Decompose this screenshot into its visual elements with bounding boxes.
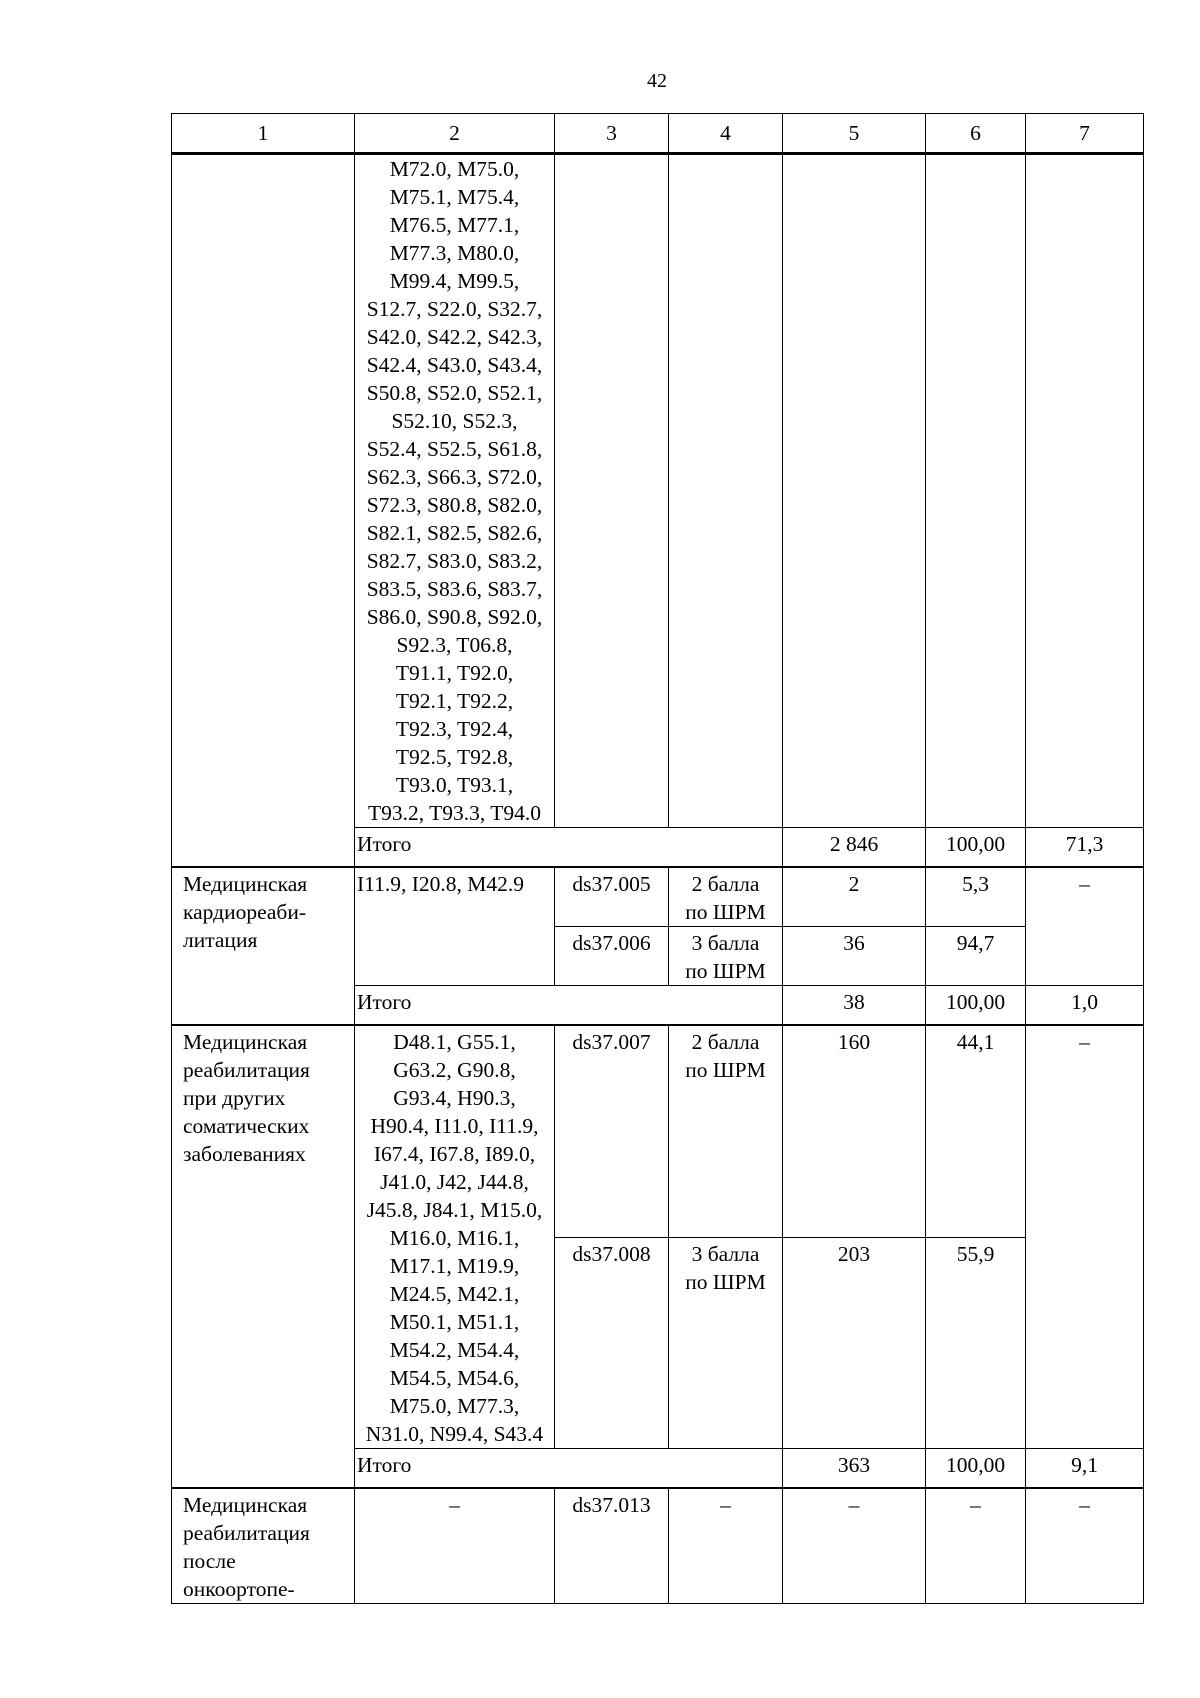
- diagnosis-code-line: S82.1, S82.5, S82.6,: [366, 521, 543, 545]
- count-cell: –: [783, 1488, 926, 1604]
- count-cell: [783, 154, 926, 828]
- profile-name-line: онкоортопе-: [183, 1577, 295, 1601]
- score-line: по ШРМ: [685, 1058, 766, 1082]
- diagnosis-code-line: T92.3, T92.4,: [395, 717, 514, 741]
- header-cell: 2: [355, 114, 555, 154]
- diagnosis-code-line: S52.4, S52.5, S61.8,: [366, 437, 543, 461]
- count-cell: 36: [783, 927, 926, 986]
- diagnosis-codes-cell: –: [355, 1488, 555, 1604]
- profile-name-line: реабилитация: [183, 1058, 310, 1082]
- count-cell: 160: [783, 1025, 926, 1238]
- total-share: 100,00: [926, 986, 1026, 1026]
- profile-name-cell: [172, 867, 355, 1025]
- header-cell: 5: [783, 114, 926, 154]
- profile-name-line: кардиореаби-: [183, 900, 307, 924]
- share-cell: 55,9: [926, 1238, 1026, 1449]
- header-cell: 1: [172, 114, 355, 154]
- profile-name-cell: [172, 1488, 355, 1604]
- total-share: 100,00: [926, 828, 1026, 868]
- diagnosis-code-line: G63.2, G90.8,: [393, 1058, 516, 1082]
- total-count: 2 846: [783, 828, 926, 868]
- total-weight: 9,1: [1026, 1449, 1144, 1489]
- weight-cell: –: [1026, 867, 1144, 986]
- diagnosis-code-line: S42.4, S43.0, S43.4,: [366, 353, 543, 377]
- score-line: по ШРМ: [685, 900, 766, 924]
- profile-name-line: Медицинская: [183, 1493, 308, 1517]
- weight-cell: [1026, 154, 1144, 828]
- diagnosis-code-line: J41.0, J42, J44.8,: [380, 1170, 529, 1194]
- ksg-code: ds37.013: [555, 1488, 669, 1604]
- diagnosis-code-line: S12.7, S22.0, S32.7,: [366, 297, 543, 321]
- total-label: Итого: [355, 1449, 783, 1489]
- ksg-code: ds37.008: [555, 1238, 669, 1449]
- score-line: по ШРМ: [685, 1270, 766, 1295]
- total-label: Итого: [355, 828, 783, 868]
- total-count: 363: [783, 1449, 926, 1489]
- score-cell: [669, 927, 783, 986]
- diagnosis-code-line: J45.8, J84.1, M15.0,: [366, 1198, 543, 1222]
- score-cell: [669, 1025, 783, 1238]
- diagnosis-code-line: T92.1, T92.2,: [395, 689, 514, 713]
- total-share: 100,00: [926, 1449, 1026, 1489]
- diagnosis-code-line: S50.8, S52.0, S52.1,: [366, 381, 543, 405]
- header-cell: 4: [669, 114, 783, 154]
- diagnosis-code-line: G93.4, H90.3,: [393, 1086, 516, 1110]
- score-line: 2 балла: [691, 1030, 760, 1054]
- share-cell: 5,3: [926, 867, 1026, 927]
- diagnosis-code-line: M72.0, M75.0,: [389, 157, 520, 181]
- diagnosis-code-line: H90.4, I11.0, I11.9,: [370, 1114, 539, 1138]
- table-row: [172, 154, 1144, 828]
- weight-cell: –: [1026, 1025, 1144, 1449]
- score-line: 3 балла: [691, 1242, 760, 1267]
- diagnosis-codes-cell: [355, 154, 555, 828]
- diagnosis-code-line: S82.7, S83.0, S83.2,: [366, 549, 543, 573]
- diagnosis-code-line: T93.0, T93.1,: [395, 773, 514, 797]
- diagnosis-code-line: M50.1, M51.1,: [389, 1310, 520, 1334]
- score-line: 2 балла: [691, 872, 760, 896]
- profile-cell: [172, 154, 355, 868]
- ksg-code: ds37.006: [555, 927, 669, 986]
- share-cell: [926, 154, 1026, 828]
- profile-name-line: при других: [183, 1086, 286, 1110]
- score-cell: –: [669, 1488, 783, 1604]
- diagnosis-code-line: S52.10, S52.3,: [391, 409, 518, 433]
- profile-name-line: соматических: [183, 1114, 310, 1138]
- diagnosis-code-line: T91.1, T92.0,: [395, 661, 514, 685]
- score-cell: [669, 1238, 783, 1449]
- ksg-code: ds37.007: [555, 1025, 669, 1238]
- diagnosis-codes-list: [356, 155, 553, 827]
- diagnosis-code-line: S42.0, S42.2, S42.3,: [366, 325, 543, 349]
- weight-cell: –: [1026, 1488, 1144, 1604]
- diagnosis-code-line: S92.3, T06.8,: [396, 633, 513, 657]
- diagnosis-code-line: M76.5, M77.1,: [389, 213, 520, 237]
- table-row: [172, 867, 1144, 927]
- total-weight: 1,0: [1026, 986, 1144, 1026]
- profile-name-line: заболеваниях: [183, 1142, 306, 1166]
- diagnosis-code-line: M77.3, M80.0,: [389, 241, 520, 265]
- diagnosis-code-line: T92.5, T92.8,: [395, 745, 514, 769]
- diagnosis-code-line: M24.5, M42.1,: [389, 1282, 520, 1306]
- ksg-table: [171, 113, 1144, 1604]
- diagnosis-codes-cell: [355, 1025, 555, 1449]
- diagnosis-code-line: M75.0, M77.3,: [389, 1394, 520, 1418]
- page-number: 42: [647, 70, 667, 92]
- diagnosis-codes-list: [356, 1028, 553, 1448]
- total-weight: 71,3: [1026, 828, 1144, 868]
- diagnosis-code-line: I67.4, I67.8, I89.0,: [373, 1142, 536, 1166]
- diagnosis-code-line: M17.1, M19.9,: [389, 1254, 520, 1278]
- header-cell: 3: [555, 114, 669, 154]
- score-cell: [669, 154, 783, 828]
- diagnosis-code-line: M54.2, M54.4,: [389, 1338, 520, 1362]
- share-cell: 94,7: [926, 927, 1026, 986]
- profile-name-line: Медицинская: [183, 1030, 308, 1054]
- header-cell: 7: [1026, 114, 1144, 154]
- header-cell: 6: [926, 114, 1026, 154]
- share-cell: 44,1: [926, 1025, 1026, 1238]
- diagnosis-code-line: N31.0, N99.4, S43.4: [365, 1422, 544, 1446]
- table-row: [172, 1488, 1144, 1604]
- diagnosis-code-line: S62.3, S66.3, S72.0,: [366, 465, 543, 489]
- diagnosis-code-line: M75.1, M75.4,: [389, 185, 520, 209]
- diagnosis-code-line: M99.4, M99.5,: [389, 269, 520, 293]
- diagnosis-code-line: S72.3, S80.8, S82.0,: [366, 493, 543, 517]
- count-cell: 203: [783, 1238, 926, 1449]
- share-cell: –: [926, 1488, 1026, 1604]
- profile-name-line: после: [183, 1549, 236, 1573]
- header-row: [172, 114, 1144, 154]
- diagnosis-codes-cell: I11.9, I20.8, M42.9: [355, 867, 555, 986]
- diagnosis-code-line: S83.5, S83.6, S83.7,: [366, 577, 543, 601]
- score-cell: [669, 867, 783, 927]
- diagnosis-code-line: S86.0, S90.8, S92.0,: [366, 605, 543, 629]
- diagnosis-code-line: M16.0, M16.1,: [389, 1226, 520, 1250]
- total-count: 38: [783, 986, 926, 1026]
- diagnosis-code-line: T93.2, T93.3, T94.0: [368, 801, 541, 825]
- profile-name-cell: [172, 1025, 355, 1488]
- diagnosis-code-line: D48.1, G55.1,: [393, 1030, 516, 1054]
- diagnosis-code-line: M54.5, M54.6,: [389, 1366, 520, 1390]
- total-label: Итого: [355, 986, 783, 1026]
- ksg-cell: [555, 154, 669, 828]
- table-row: [172, 1025, 1144, 1238]
- ksg-code: ds37.005: [555, 867, 669, 927]
- profile-name-line: реабилитация: [183, 1521, 310, 1545]
- profile-name-line: Медицинская: [183, 872, 308, 896]
- score-line: 3 балла: [691, 931, 760, 955]
- count-cell: 2: [783, 867, 926, 927]
- profile-name-line: литация: [183, 928, 258, 952]
- score-line: по ШРМ: [685, 959, 766, 983]
